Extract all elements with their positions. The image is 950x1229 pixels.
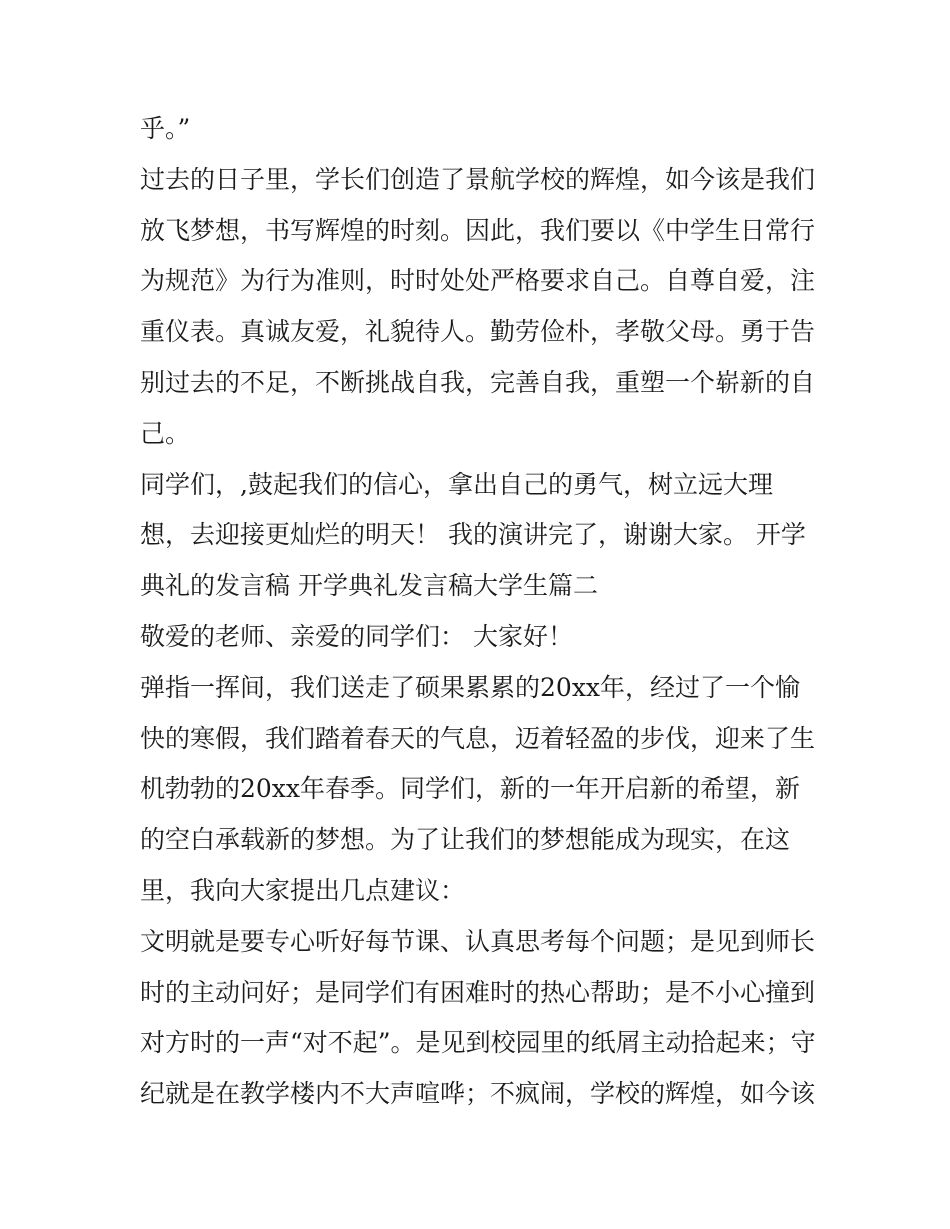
- text-line: 放飞梦想，书写辉煌的时刻。因此，我们要以《中学生日常行: [140, 215, 816, 245]
- text-line: 纪就是在教学楼内不大声喧哗；不疯闹，学校的辉煌，如今该: [140, 1079, 816, 1109]
- body-text: [140, 104, 820, 1120]
- text-line: 过去的日子里，学长们创造了景航学校的辉煌，如今该是我们: [140, 164, 816, 194]
- text-line: 乎。”: [140, 114, 191, 143]
- text-line: 重仪表。真诚友爱，礼貌待人。勤劳俭朴，孝敬父母。勇于告: [140, 317, 816, 347]
- text-line: 文明就是要专心听好每节课、认真思考每个问题；是见到师长: [140, 926, 816, 956]
- text-line: 想，去迎接更灿烂的明天！ 我的演讲完了，谢谢大家。 开学: [140, 520, 806, 550]
- text-line: 典礼的发言稿 开学典礼发言稿大学生篇二: [140, 571, 598, 601]
- text-line: 同学们，,鼓起我们的信心，拿出自己的勇气，树立远大理: [140, 469, 773, 499]
- text-line: 时的主动问好；是同学们有困难时的热心帮助；是不小心撞到: [140, 977, 816, 1007]
- text-line: 机勃勃的20xx年春季。同学们，新的一年开启新的希望，新: [140, 774, 801, 804]
- text-line: 己。: [140, 418, 191, 448]
- text-line: 别过去的不足，不断挑战自我，完善自我，重塑一个崭新的自: [140, 367, 816, 397]
- text-line: 的空白承载新的梦想。为了让我们的梦想能成为现实，在这: [140, 825, 791, 855]
- text-line: 为规范》为行为准则，时时处处严格要求自己。自尊自爱，注: [140, 266, 816, 296]
- text-line: 快的寒假，我们踏着春天的气息，迈着轻盈的步伐，迎来了生: [140, 723, 816, 753]
- text-line: 对方时的一声“对不起”。是见到校园里的纸屑主动拾起来；守: [140, 1028, 816, 1058]
- text-line: 弹指一挥间，我们送走了硕果累累的20xx年，经过了一个愉: [140, 672, 801, 702]
- text-line: 敬爱的老师、亲爱的同学们： 大家好！: [140, 621, 573, 651]
- text-line: 里，我向大家提出几点建议：: [140, 875, 466, 905]
